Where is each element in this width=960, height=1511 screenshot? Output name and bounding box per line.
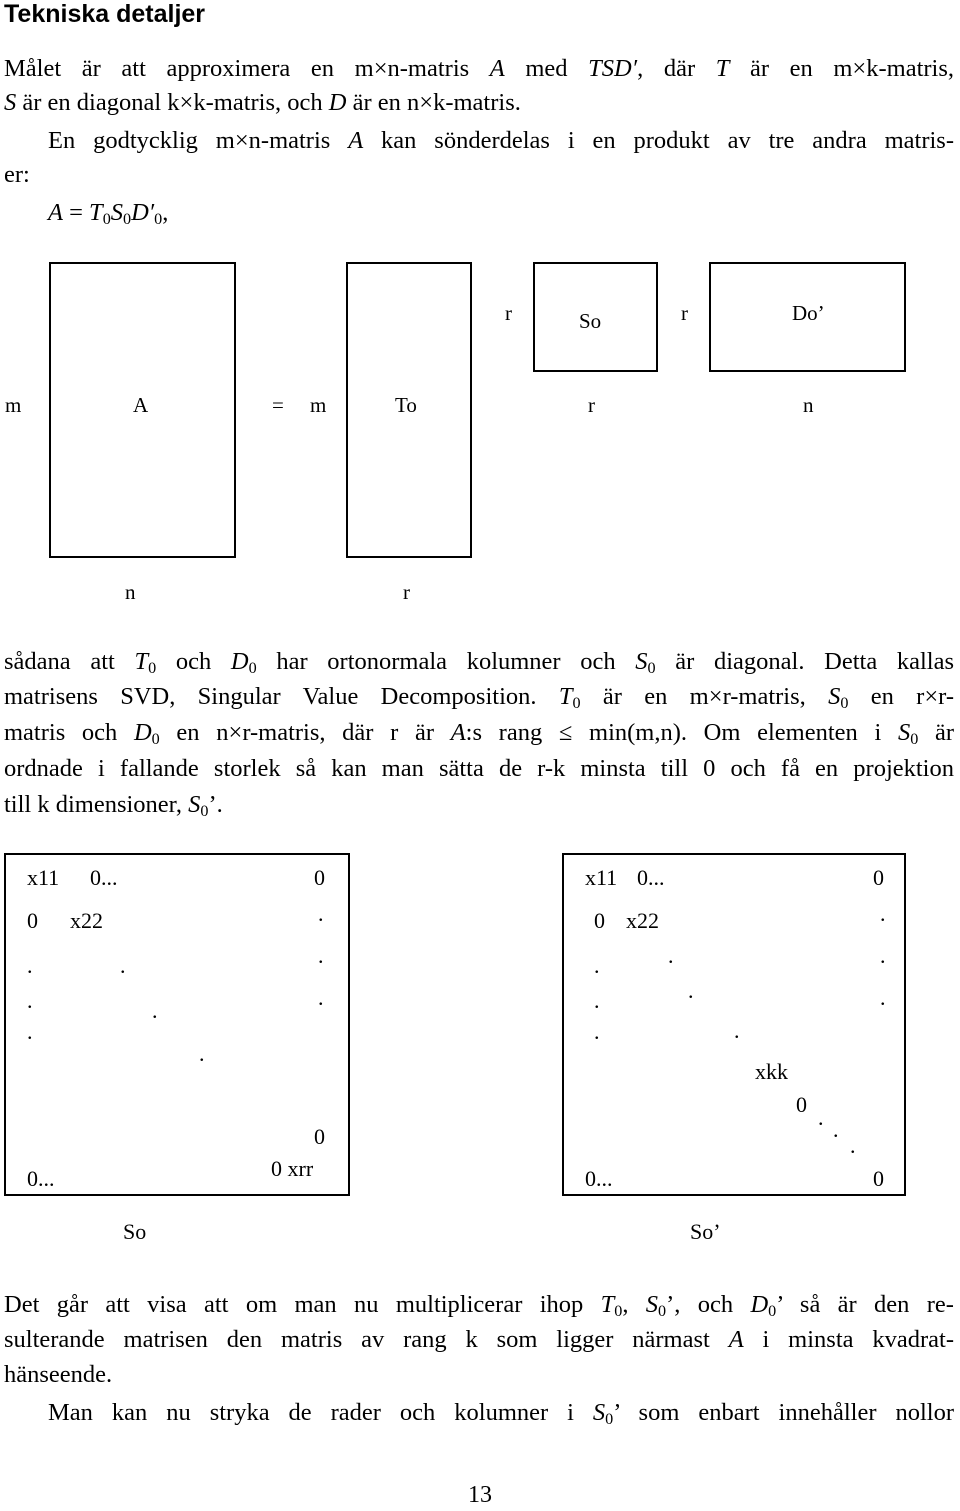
- matrix-right-r3c2: .: [668, 943, 674, 968]
- label-r-top-2: r: [681, 301, 688, 325]
- matrix-right-r9c3: 0: [873, 1166, 884, 1191]
- matrix-right-r7c4: .: [833, 1117, 839, 1142]
- matrix-left-r3c2: .: [120, 953, 126, 978]
- matrix-right-r1c1: x11: [585, 865, 618, 890]
- matrix-left-r6c3: 0: [314, 1124, 325, 1149]
- label-r-top-1: r: [505, 301, 512, 325]
- label-To: To: [395, 393, 417, 417]
- matrix-left-r3c3: .: [318, 943, 324, 968]
- matrix-left-r2c1: 0: [27, 908, 38, 933]
- matrix-right-r2c1: 0: [594, 908, 605, 933]
- matrix-right-r4c3: .: [880, 985, 886, 1010]
- result-line-1: Det går att visa att om man nu multiplicerar ihop $T_0$, $S_0$’, och $D_0$’ så är den re-: [4, 1291, 954, 1321]
- label-m-2: m: [310, 393, 327, 417]
- matrix-left-box: [4, 853, 350, 1196]
- matrix-right-r1c2: 0...: [637, 865, 665, 890]
- matrix-left-r4c3: .: [318, 985, 324, 1010]
- matrix-right-r5c2: .: [734, 1018, 740, 1043]
- matrix-left-r1c3: 0: [314, 865, 325, 890]
- svd-text-line-4: ordnade i fallande storlek så kan man sätta de r-k minsta till 0 och få en projektion: [4, 755, 954, 782]
- label-n-mid: n: [803, 393, 814, 417]
- matrix-right-r3c1: .: [594, 953, 600, 978]
- matrix-left-r4c1: .: [27, 988, 33, 1013]
- decomposition-line-2: er:: [4, 161, 30, 188]
- matrix-right-r2c3: .: [880, 901, 886, 926]
- matrix-right-r8c3: .: [850, 1133, 856, 1158]
- label-equals: =: [272, 393, 284, 417]
- matrix-left-r1c1: x11: [27, 865, 60, 890]
- matrix-left-r4c2: .: [152, 998, 158, 1023]
- svd-equation: $A = T_0S_0D'_0$,: [48, 199, 169, 229]
- intro-line-1: Målet är att approximera en m×n-matris A med TSD′, där T är en m×k-matris,: [4, 55, 955, 82]
- intro-line-2: S är en diagonal k×k-matris, och D är en n×k-matris.: [4, 89, 521, 116]
- label-n-bottom: n: [125, 580, 136, 604]
- label-r-bottom: r: [403, 580, 410, 604]
- matrix-right-r1c3: 0: [873, 865, 884, 890]
- decomposition-line-1: En godtycklig m×n-matris A kan sönderdelas i en produkt av tre andra matris-: [48, 127, 954, 154]
- result-line-2: sulterande matrisen den matris av rang k som ligger närmast A i minsta kvadrat-: [4, 1326, 954, 1353]
- matrix-left-r2c3: .: [318, 901, 324, 926]
- svd-text-line-2: matrisens SVD, Singular Value Decomposition. $T_0$ är en m×r-matris, $S_0$ en r×r-: [4, 683, 954, 713]
- label-A: A: [133, 393, 149, 417]
- matrix-right-r2c2: x22: [626, 908, 659, 933]
- matrix-left-r5c1: .: [27, 1019, 33, 1044]
- matrix-right-r5c1: .: [594, 1019, 600, 1044]
- matrix-right-caption: So’: [690, 1219, 721, 1244]
- svd-text-line-1: sådana att $T_0$ och $D_0$ har ortonormala kolumner och $S_0$ är diagonal. Detta kallas: [4, 648, 954, 678]
- label-m-1: m: [5, 393, 22, 417]
- svd-text-line-5: till k dimensioner, $S_0$’.: [4, 791, 223, 821]
- matrix-right-r4c1: .: [594, 988, 600, 1013]
- matrix-left-r3c1: .: [27, 953, 33, 978]
- label-r-mid: r: [588, 393, 595, 417]
- matrix-right-r7c2: 0: [796, 1092, 807, 1117]
- matrix-left-r2c2: x22: [70, 908, 103, 933]
- matrix-right-r4c2: .: [688, 978, 694, 1003]
- matrix-left-r5c2: .: [199, 1041, 205, 1066]
- matrix-right-r6c2: xkk: [755, 1059, 788, 1084]
- matrix-left-r7c3: 0 xrr: [271, 1156, 314, 1181]
- matrix-right-r9c1: 0...: [585, 1166, 613, 1191]
- matrix-right-r3c3: .: [880, 943, 886, 968]
- section-heading: Tekniska detaljer: [4, 0, 206, 28]
- label-So: So: [579, 309, 602, 333]
- matrix-left-r1c2: 0...: [90, 865, 118, 890]
- strike-line-1: Man kan nu stryka de rader och kolumner i $S_0$’ som enbart innehåller nollor: [48, 1399, 954, 1429]
- svd-text-line-3: matris och $D_0$ en n×r-matris, där r är A:s rang ≤ min(m,n). Om elementen i $S_0$ är: [4, 719, 954, 749]
- matrix-left-r7c1: 0...: [27, 1166, 55, 1191]
- page-number: 13: [468, 1482, 492, 1508]
- matrix-left-caption: So: [123, 1219, 147, 1244]
- label-Do: Do’: [792, 301, 825, 325]
- result-line-3: hänseende.: [4, 1361, 113, 1388]
- matrix-right-r7c3: .: [818, 1105, 824, 1130]
